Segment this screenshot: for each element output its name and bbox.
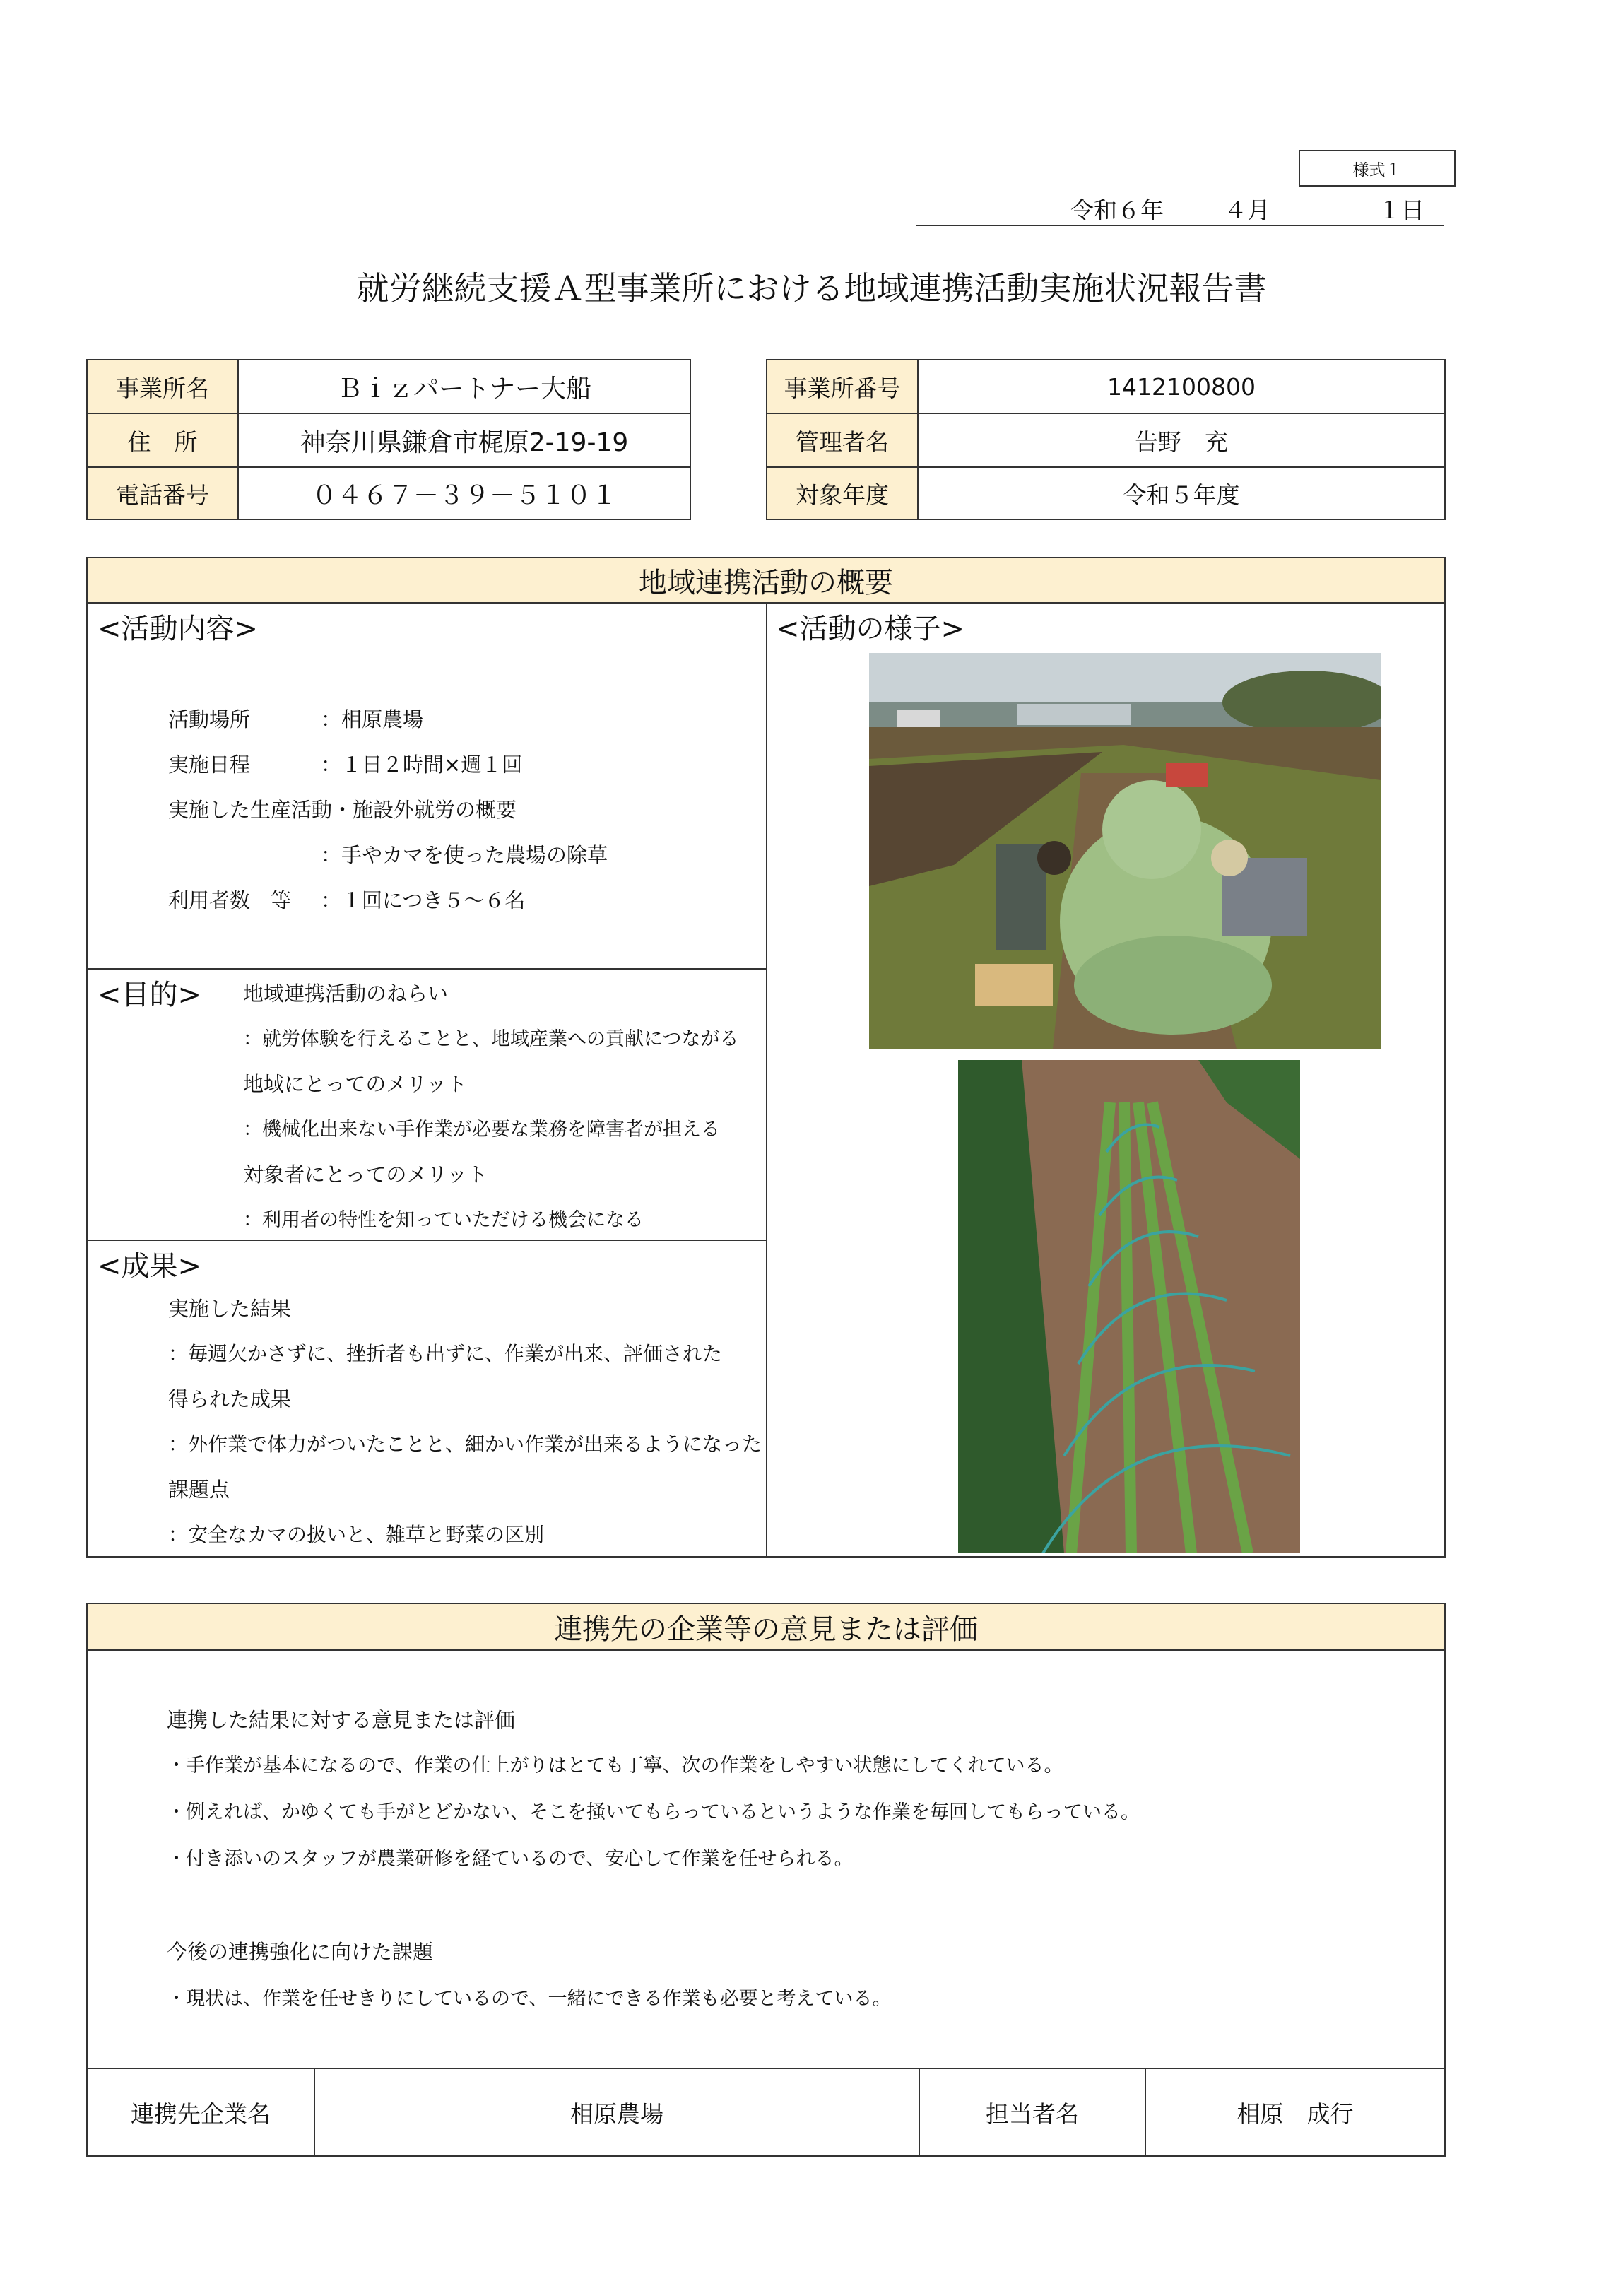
info-left-table	[86, 359, 691, 520]
activity-summary-label: 実施した生産活動・施設外就労の概要	[168, 798, 517, 822]
activity-summary-value: ：手やカマを使った農場の除草	[321, 843, 608, 867]
form-label: 様式１	[1352, 160, 1402, 179]
fiscal-year-label: 対象年度	[796, 481, 889, 509]
activity-schedule-value: ：１日２時間×週１回	[321, 753, 523, 777]
evaluation-line-5: 今後の連携強化に向けた課題	[167, 1940, 434, 1964]
purpose-heading: <目的>	[98, 979, 202, 1011]
evaluation-header: 連携先の企業等の意見または評価	[88, 1604, 1444, 1649]
farm-weeding-photo	[869, 653, 1381, 1049]
phone-label: 電話番号	[116, 481, 209, 509]
purpose-line-1: 地域連携活動のねらい	[243, 982, 449, 1006]
info-right-table	[766, 359, 1446, 520]
activity-place-value: ：相原農場	[321, 707, 424, 731]
scene-heading: <活動の様子>	[776, 613, 965, 645]
activity-place-label: 活動場所	[168, 707, 251, 731]
partner-value: 相原農場	[570, 2100, 663, 2128]
activity-schedule-label: 実施日程	[168, 753, 251, 777]
evaluation-line-4: ・付き添いのスタッフが農業研修を経ているので、安心して作業を任せられる。	[167, 1848, 854, 1870]
overview-section	[86, 557, 1446, 1558]
purpose-line-2: ：就労体験を行えることと、地域産業への貢献につながる	[243, 1028, 739, 1050]
form-label-box	[1299, 150, 1456, 187]
fiscal-year-value: 令和５年度	[1123, 481, 1240, 509]
date-era-year: 令和６年	[1070, 196, 1164, 224]
purpose-line-3: 地域にとってのメリット	[243, 1072, 468, 1096]
purpose-line-5: 対象者にとってのメリット	[243, 1162, 488, 1187]
evaluation-line-1: 連携した結果に対する意見または評価	[167, 1708, 516, 1732]
date-day: １日	[1378, 196, 1424, 224]
overview-divider	[766, 602, 767, 1556]
contact-label: 担当者名	[986, 2100, 1079, 2128]
activity-heading: <活動内容>	[98, 613, 259, 645]
date-month: ４月	[1224, 196, 1270, 224]
evaluation-line-2: ・手作業が基本になるので、作業の仕上がりはとても丁寧、次の作業をしやすい状態にしてくれている。	[167, 1755, 1063, 1777]
manager-label: 管理者名	[796, 428, 889, 456]
activity-users-value: ：１回につき５～６名	[321, 888, 526, 912]
page-title: 就労継続支援Ａ型事業所における地域連携活動実施状況報告書	[356, 269, 1267, 307]
address-label: 住 所	[127, 428, 198, 456]
result-line-1: 実施した結果	[168, 1297, 292, 1321]
office-number-value: 1412100800	[1107, 372, 1256, 401]
purpose-line-4: ：機械化出来ない手作業が必要な業務を障害者が担える	[243, 1119, 720, 1141]
evaluation-line-3: ・例えれば、かゆくても手がとどかない、そこを掻いてもらっているというような作業を毎回してもらっている。	[167, 1801, 1140, 1823]
purpose-line-6: ：利用者の特性を知っていただける機会になる	[243, 1209, 644, 1231]
manager-value: 告野 充	[1135, 428, 1228, 456]
result-line-6: ：安全なカマの扱いと、雑草と野菜の区別	[168, 1523, 545, 1546]
date-underline	[916, 225, 1444, 226]
activity-users-label: 利用者数 等	[168, 888, 292, 912]
office-name-label: 事業所名	[116, 374, 209, 402]
evaluation-line-6: ・現状は、作業を任せきりにしているので、一緒にできる作業も必要と考えている。	[167, 1988, 892, 2010]
partner-label: 連携先企業名	[131, 2100, 271, 2128]
address-value: 神奈川県鎌倉市梶原2-19-19	[300, 428, 629, 457]
result-line-2: ：毎週欠かさずに、挫折者も出ずに、作業が出来、評価された	[168, 1342, 723, 1365]
phone-value: ０４６７－３９－５１０１	[311, 481, 617, 510]
office-name-value: Ｂｉｚパートナー大船	[336, 374, 591, 404]
result-line-3: 得られた成果	[168, 1387, 292, 1411]
evaluation-section	[86, 1603, 1446, 2157]
farm-rows-photo	[958, 1060, 1300, 1553]
overview-header: 地域連携活動の概要	[88, 558, 1444, 602]
result-heading: <成果>	[98, 1250, 202, 1283]
result-line-4: ：外作業で体力がついたことと、細かい作業が出来るようになった	[168, 1432, 762, 1456]
result-line-5: 課題点	[168, 1478, 230, 1502]
contact-value: 相原 成行	[1237, 2100, 1354, 2128]
office-number-label: 事業所番号	[784, 374, 901, 402]
